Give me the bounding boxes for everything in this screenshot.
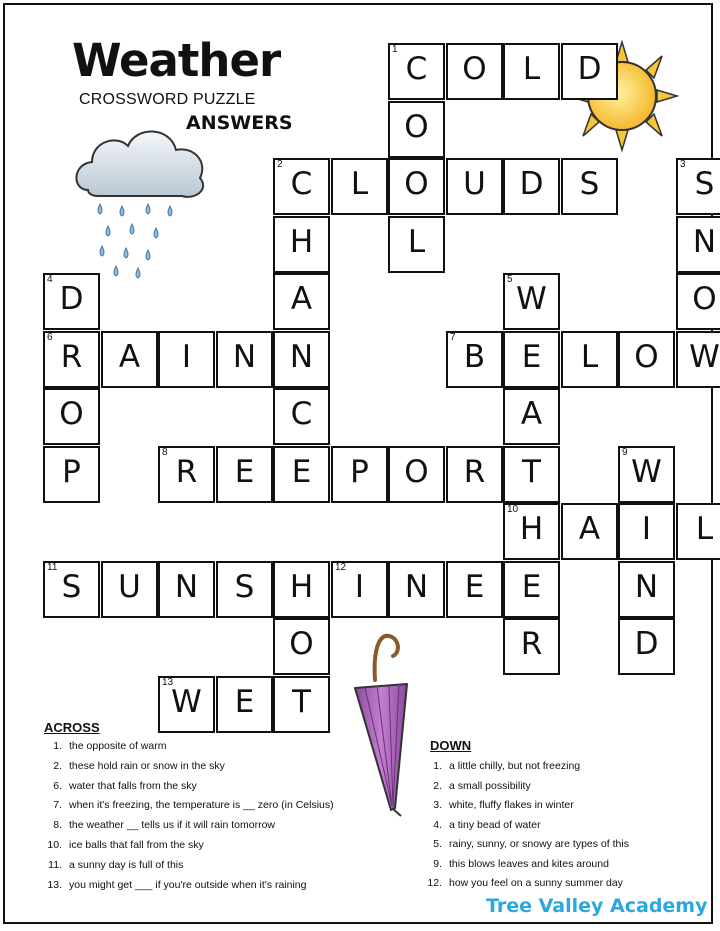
grid-cell [446, 561, 503, 618]
answers-label: ANSWERS [186, 112, 293, 134]
grid-cell [331, 158, 388, 215]
grid-cell [503, 331, 560, 388]
clue-number: 11 [47, 562, 58, 573]
clue-number: 2. [53, 759, 62, 772]
grid-cell [503, 503, 560, 560]
grid-cell [273, 618, 330, 675]
grid-cell [101, 561, 158, 618]
cell-letter: R [60, 339, 83, 375]
clue-text: how you feel on a sunny summer day [449, 877, 623, 889]
across-clue [40, 800, 334, 811]
cell-letter: E [234, 684, 255, 720]
clue-number: 8 [162, 447, 168, 458]
cell-letter: N [232, 339, 257, 375]
cell-letter: T [292, 684, 311, 720]
grid-cell [43, 561, 100, 618]
cell-letter: D [59, 281, 84, 317]
grid-cell [273, 388, 330, 445]
grid-cell [273, 676, 330, 733]
grid-cell [273, 331, 330, 388]
across-clue [40, 840, 204, 851]
cell-letter: W [631, 454, 662, 490]
grid-cell [503, 561, 560, 618]
cell-letter: L [580, 339, 599, 375]
down-clue [420, 781, 531, 792]
cell-letter: S [61, 569, 82, 605]
clue-text: the opposite of warm [69, 740, 167, 752]
cell-letter: C [405, 51, 428, 87]
grid-cell [388, 446, 445, 503]
cell-letter: O [692, 281, 717, 317]
grid-cell [216, 446, 273, 503]
down-clue [420, 761, 580, 772]
grid-cell [561, 158, 618, 215]
cell-letter: S [234, 569, 255, 605]
clue-number: 5. [433, 838, 442, 850]
cell-letter: W [516, 281, 547, 317]
cell-letter: U [118, 569, 141, 605]
clue-text: a small possibility [449, 779, 531, 792]
cell-letter: W [689, 339, 720, 375]
page-subtitle: CROSSWORD PUZZLE [79, 91, 256, 108]
clue-number: 12. [427, 877, 442, 889]
grid-cell [388, 43, 445, 100]
grid-cell [331, 561, 388, 618]
cell-letter: A [118, 339, 141, 375]
grid-cell [503, 158, 560, 215]
cell-letter: D [519, 166, 544, 202]
cell-letter: N [174, 569, 199, 605]
grid-cell [388, 561, 445, 618]
cell-letter: E [291, 454, 312, 490]
clue-number: 9. [433, 857, 442, 870]
down-clue [420, 839, 629, 850]
clue-text: the weather __ tells us if it will rain tomorrow [69, 819, 275, 832]
clue-number: 10 [507, 504, 519, 515]
grid-cell [446, 43, 503, 100]
cell-letter: R [463, 454, 486, 490]
grid-cell [503, 43, 560, 100]
across-clue [40, 860, 183, 871]
clue-number: 11. [48, 858, 62, 871]
down-heading: DOWN [430, 738, 472, 753]
clue-text: when it's freezing, the temperature is __ zero (in Celsius) [69, 799, 334, 812]
cell-letter: O [462, 51, 487, 87]
cell-letter: H [519, 511, 544, 547]
clue-text: ice balls that fall from the sky [69, 839, 204, 851]
cell-letter: O [404, 109, 429, 145]
grid-cell [273, 273, 330, 330]
cell-letter: L [350, 166, 369, 202]
cell-letter: E [234, 454, 255, 490]
cell-letter: C [290, 166, 313, 202]
across-clue [40, 761, 225, 772]
clue-number: 3. [433, 799, 442, 811]
clue-number: 4. [433, 818, 442, 831]
umbrella-icon [345, 630, 425, 820]
grid-cell [158, 331, 215, 388]
grid-cell [618, 561, 675, 618]
cell-letter: E [521, 339, 542, 375]
cell-letter: L [407, 224, 426, 260]
clue-text: a sunny day is full of this [69, 858, 184, 871]
cell-letter: T [522, 454, 541, 490]
down-clue [420, 859, 609, 870]
grid-cell [273, 446, 330, 503]
clue-number: 13 [162, 677, 174, 688]
clue-number: 6 [47, 332, 53, 343]
cell-letter: W [171, 684, 202, 720]
clue-number: 2. [433, 779, 442, 792]
grid-cell [216, 331, 273, 388]
cell-letter: P [62, 454, 81, 490]
grid-cell [216, 676, 273, 733]
grid-cell [158, 676, 215, 733]
cell-letter: S [579, 166, 600, 202]
clue-number: 1. [53, 740, 62, 752]
grid-cell [158, 561, 215, 618]
cell-letter: O [404, 454, 429, 490]
clue-number: 10. [47, 839, 62, 851]
grid-cell [503, 388, 560, 445]
grid-cell [43, 273, 100, 330]
cell-letter: S [694, 166, 715, 202]
clue-number: 9 [622, 447, 628, 458]
grid-cell [331, 446, 388, 503]
grid-cell [43, 446, 100, 503]
clue-text: a little chilly, but not freezing [449, 760, 581, 772]
clue-number: 13. [47, 878, 62, 891]
clue-number: 4 [47, 274, 53, 285]
cell-letter: R [520, 626, 543, 662]
grid-cell [446, 158, 503, 215]
grid-cell [273, 561, 330, 618]
cell-letter: N [404, 569, 429, 605]
clue-number: 7 [450, 332, 456, 343]
cell-letter: N [634, 569, 659, 605]
clue-number: 1 [392, 44, 398, 55]
grid-cell [618, 446, 675, 503]
cell-letter: L [695, 511, 714, 547]
grid-cell [618, 618, 675, 675]
clue-text: this blows leaves and kites around [449, 857, 609, 870]
cell-letter: O [404, 166, 429, 202]
grid-cell [43, 331, 100, 388]
across-clue [40, 820, 275, 831]
grid-cell [618, 331, 675, 388]
cell-letter: H [289, 224, 314, 260]
clue-number: 6. [53, 779, 62, 792]
down-clue [420, 800, 574, 811]
cell-letter: D [634, 626, 659, 662]
cell-letter: C [290, 396, 313, 432]
cell-letter: H [289, 569, 314, 605]
grid-cell [503, 446, 560, 503]
grid-cell [273, 216, 330, 273]
across-heading: ACROSS [44, 720, 100, 735]
grid-cell [446, 331, 503, 388]
grid-cell [273, 158, 330, 215]
grid-cell [158, 446, 215, 503]
cell-letter: E [464, 569, 485, 605]
across-clue [40, 880, 306, 891]
cell-letter: O [634, 339, 659, 375]
grid-cell [388, 101, 445, 158]
clue-text: water that falls from the sky [69, 779, 197, 792]
cell-letter: R [175, 454, 198, 490]
grid-cell [388, 216, 445, 273]
grid-cell [43, 388, 100, 445]
clue-number: 2 [277, 159, 283, 170]
grid-cell [561, 331, 618, 388]
down-clue [420, 820, 541, 831]
grid-cell [676, 273, 720, 330]
clue-number: 8. [53, 819, 62, 832]
clue-number: 3 [680, 159, 686, 170]
grid-cell [503, 618, 560, 675]
clue-text: you might get ___ if you're outside when it's raining [69, 878, 307, 891]
cell-letter: L [522, 51, 541, 87]
grid-cell [216, 561, 273, 618]
cell-letter: A [578, 511, 601, 547]
grid-cell [561, 43, 618, 100]
clue-number: 12 [335, 562, 347, 573]
clue-number: 1. [433, 760, 442, 772]
clue-text: these hold rain or snow in the sky [69, 759, 225, 772]
cell-letter: N [692, 224, 717, 260]
grid-cell [676, 503, 720, 560]
clue-number: 5 [507, 274, 513, 285]
across-clue [40, 741, 166, 752]
clue-text: white, fluffy flakes in winter [449, 799, 574, 811]
cell-letter: B [463, 339, 486, 375]
grid-cell [676, 158, 720, 215]
cell-letter: O [59, 396, 84, 432]
cell-letter: U [463, 166, 486, 202]
cell-letter: I [354, 569, 365, 605]
grid-cell [676, 216, 720, 273]
grid-cell [101, 331, 158, 388]
brand-name: Tree Valley Academy [486, 895, 708, 917]
grid-cell [676, 331, 720, 388]
clue-text: a tiny bead of water [449, 818, 541, 831]
cell-letter: D [577, 51, 602, 87]
grid-cell [388, 158, 445, 215]
grid-cell [446, 446, 503, 503]
grid-cell [503, 273, 560, 330]
cell-letter: O [289, 626, 314, 662]
cell-letter: P [350, 454, 369, 490]
cell-letter: I [641, 511, 652, 547]
grid-cell [561, 503, 618, 560]
page-title: Weather [72, 34, 281, 87]
clue-number: 7. [53, 799, 62, 812]
cell-letter: E [521, 569, 542, 605]
cell-letter: N [289, 339, 314, 375]
rain-cloud-icon [70, 120, 210, 290]
grid-cell [618, 503, 675, 560]
clue-text: rainy, sunny, or snowy are types of this [449, 838, 629, 850]
across-clue [40, 781, 197, 792]
down-clue [420, 878, 623, 889]
cell-letter: A [290, 281, 313, 317]
cell-letter: A [520, 396, 543, 432]
cell-letter: I [181, 339, 192, 375]
